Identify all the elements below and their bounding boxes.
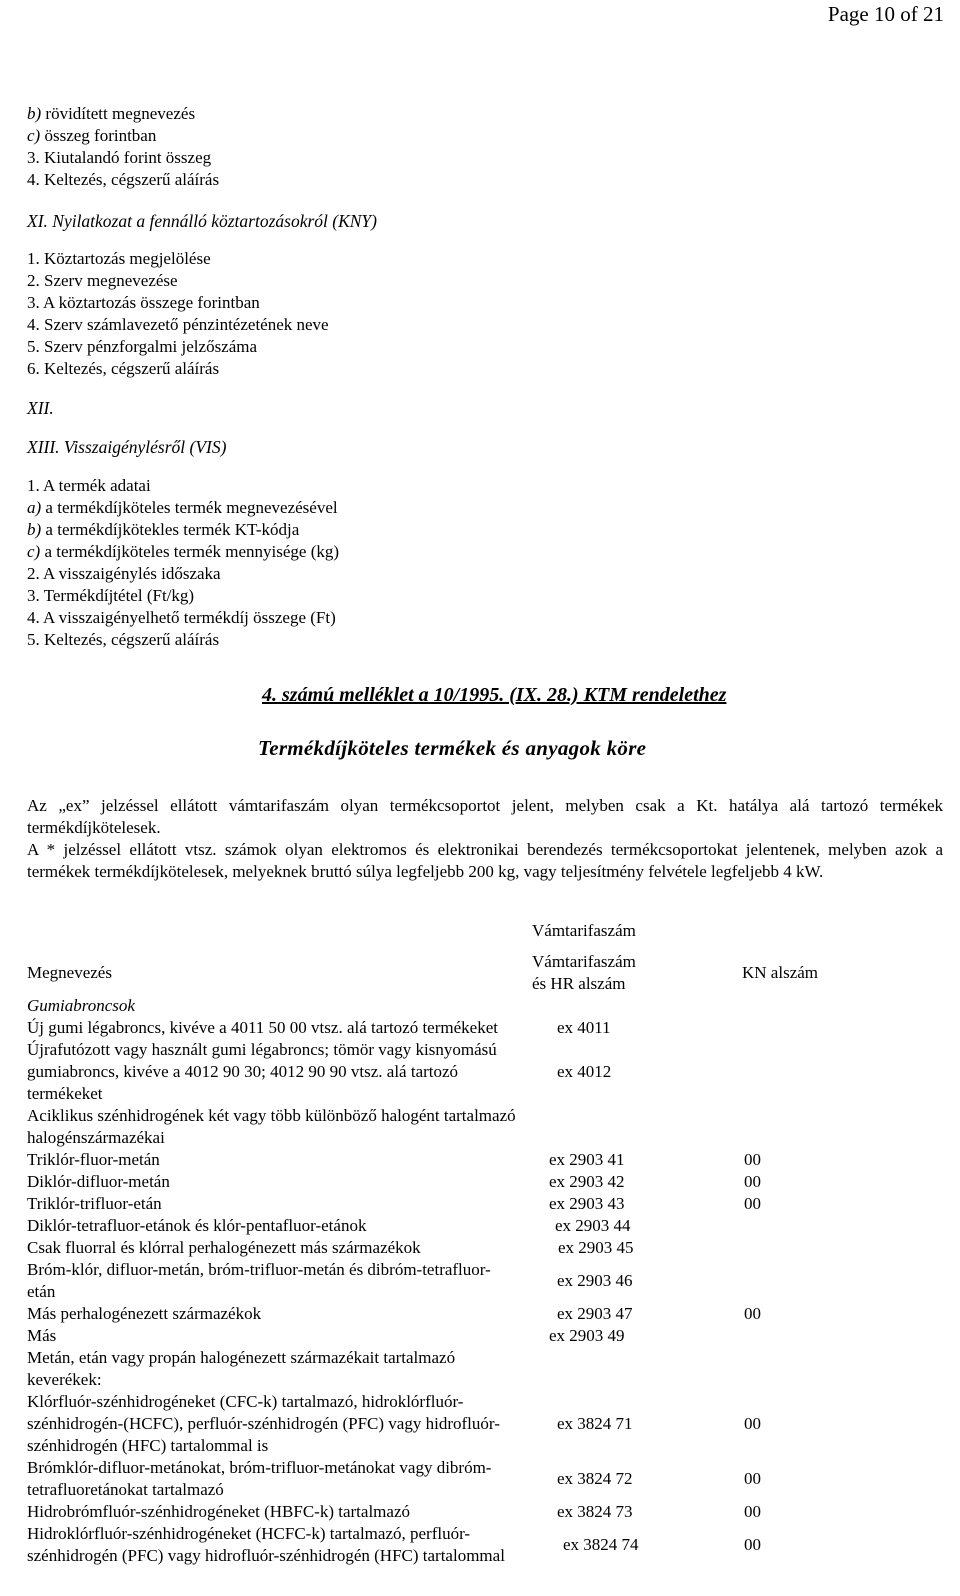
list-text: 5. Keltezés, cégszerű aláírás bbox=[27, 630, 220, 649]
list-item bbox=[27, 147, 211, 169]
table-row-name: Diklór-tetrafluor-etánok és klór-pentafluor-etánok bbox=[27, 1216, 367, 1235]
list-text: 2. A visszaigénylés időszaka bbox=[27, 564, 221, 583]
table-row-vtsz: ex 2903 41 bbox=[549, 1150, 625, 1169]
list-item bbox=[27, 629, 219, 651]
table-row-name: gumiabroncs, kivéve a 4012 90 30; 4012 90 90 vtsz. alá tartozó bbox=[27, 1062, 459, 1081]
table-row-kn: 00 bbox=[744, 1304, 761, 1323]
table-row-name: Klórfluór-szénhidrogéneket (CFC-k) tartalmazó, hidroklórfluór- bbox=[27, 1392, 464, 1411]
table-row-name: Csak fluorral és klórral perhalogénezett más származékok bbox=[27, 1238, 421, 1257]
table-row-name: Újrafutózott vagy használt gumi légabroncs; tömör vagy kisnyomású bbox=[27, 1040, 497, 1059]
table-row-vtsz: ex 3824 74 bbox=[563, 1535, 639, 1554]
table-row-kn: 00 bbox=[744, 1469, 761, 1488]
table-row-name: Metán, etán vagy propán halogénezett származékait tartalmazó bbox=[27, 1348, 456, 1367]
table-row-name: szénhidrogén (HFC) tartalommal is bbox=[27, 1436, 269, 1455]
list-text: a termékdíjköteles termék megnevezésével bbox=[41, 498, 338, 517]
table-row-name: termékeket bbox=[27, 1084, 103, 1103]
list-item bbox=[27, 519, 299, 541]
table-row-vtsz: ex 2903 44 bbox=[555, 1216, 631, 1235]
list-text: a termékdíjköteles termék mennyisége (kg) bbox=[40, 542, 340, 561]
list-text: 4. Keltezés, cégszerű aláírás bbox=[27, 170, 220, 189]
table-row-kn: 00 bbox=[744, 1150, 761, 1169]
list-text: rövidített megnevezés bbox=[41, 104, 196, 123]
list-text: 1. A termék adatai bbox=[27, 476, 151, 495]
list-text: 4. A visszaigényelhető termékdíj összege (Ft) bbox=[27, 608, 336, 627]
table-header-vtsz: Vámtarifaszám bbox=[532, 952, 636, 971]
table-row-vtsz: ex 4011 bbox=[557, 1018, 611, 1037]
table-row-vtsz: ex 2903 46 bbox=[557, 1271, 633, 1290]
annex-title: 4. számú melléklet a 10/1995. (IX. 28.) KTM rendelethez bbox=[262, 684, 727, 706]
table-row-name: Új gumi légabroncs, kivéve a 4011 50 00 vtsz. alá tartozó termékeket bbox=[27, 1018, 498, 1037]
intro-paragraph bbox=[27, 795, 943, 839]
section-heading: XI. Nyilatkozat a fennálló köztartozásokról (KNY) bbox=[27, 211, 377, 231]
list-item: 3. A köztartozás összege forintban bbox=[27, 293, 260, 312]
paragraph-text: Az „ex” jelzéssel ellátott vámtarifaszám olyan termékcsoportot jelent, melyben csak a Kt. hatálya alá tartozó termékek termékdíjkötelesek. bbox=[27, 796, 943, 837]
list-text: 3. Termékdíjtétel (Ft/kg) bbox=[27, 586, 195, 605]
table-row-kn: 00 bbox=[744, 1172, 761, 1191]
table-row-vtsz: ex 2903 49 bbox=[549, 1326, 625, 1345]
list-item: 2. Szerv megnevezése bbox=[27, 271, 178, 290]
list-item bbox=[27, 475, 151, 497]
table-row-name: szénhidrogén (PFC) vagy hidrofluór-szénhidrogén (HFC) tartalommal bbox=[27, 1546, 505, 1565]
table-row-name: etán bbox=[27, 1282, 56, 1301]
table-row-vtsz: ex 2903 43 bbox=[549, 1194, 625, 1213]
table-row-vtsz: ex 4012 bbox=[557, 1062, 612, 1081]
table-row-name: Más perhalogénezett származékok bbox=[27, 1304, 262, 1323]
table-row-kn: 00 bbox=[744, 1414, 761, 1433]
table-row-name: Más bbox=[27, 1326, 57, 1345]
table-row-vtsz: ex 3824 73 bbox=[557, 1502, 633, 1521]
table-row-kn: 00 bbox=[744, 1502, 761, 1521]
table-row-vtsz: ex 2903 45 bbox=[558, 1238, 634, 1257]
list-item bbox=[27, 103, 195, 125]
list-prefix: a) bbox=[27, 498, 42, 517]
section-heading: XII. bbox=[27, 398, 54, 418]
table-row-name: Diklór-difluor-metán bbox=[27, 1172, 170, 1191]
list-item: 1. Köztartozás megjelölése bbox=[27, 249, 211, 268]
list-item bbox=[27, 585, 194, 607]
table-row-name: Triklór-fluor-metán bbox=[27, 1150, 160, 1169]
table-row-kn: 00 bbox=[744, 1535, 761, 1554]
intro-paragraph bbox=[27, 839, 943, 883]
list-prefix: b) bbox=[27, 520, 42, 539]
table-row-name: szénhidrogén-(HCFC), perfluór-szénhidrogén (PFC) vagy hidrofluór- bbox=[27, 1414, 500, 1433]
table-row-name: halogénszármazékai bbox=[27, 1128, 165, 1147]
page-number: Page 10 of 21 bbox=[827, 2, 944, 26]
list-item: 6. Keltezés, cégszerű aláírás bbox=[27, 359, 220, 378]
table-row-name: Triklór-trifluor-etán bbox=[27, 1194, 162, 1213]
list-item bbox=[27, 169, 219, 191]
table-row-name: Aciklikus szénhidrogének két vagy több különböző halogént tartalmazó bbox=[27, 1106, 516, 1125]
table-row-name: Hidrobrómfluór-szénhidrogéneket (HBFC-k) tartalmazó bbox=[27, 1502, 410, 1521]
table-header-name: Megnevezés bbox=[27, 963, 112, 982]
table-row-vtsz: ex 2903 47 bbox=[557, 1304, 633, 1323]
list-text: összeg forintban bbox=[40, 126, 157, 145]
table-header-vtsz-sub: és HR alszám bbox=[532, 974, 626, 993]
list-prefix: b) bbox=[27, 104, 42, 123]
list-item: 5. Szerv pénzforgalmi jelzőszáma bbox=[27, 337, 258, 356]
table-row-name: Brómklór-difluor-metánokat, bróm-trifluor-metánokat vagy dibróm- bbox=[27, 1458, 492, 1477]
table-header-kn: KN alszám bbox=[742, 963, 819, 982]
table-row-vtsz: ex 3824 71 bbox=[557, 1414, 633, 1433]
table-row-name: tetrafluoretánokat tartalmazó bbox=[27, 1480, 224, 1499]
list-item bbox=[27, 541, 339, 563]
list-text: a termékdíjkötekles termék KT-kódja bbox=[41, 520, 300, 539]
list-item bbox=[27, 125, 156, 147]
table-row-name: Hidroklórfluór-szénhidrogéneket (HCFC-k) tartalmazó, perfluór- bbox=[27, 1524, 471, 1543]
list-item bbox=[27, 563, 221, 585]
paragraph-text: A * jelzéssel ellátott vtsz. számok olyan elektromos és elektronikai berendezés termékcsoportokat jelentenek, melyben azok a termékek termékdíjkötelesek, melyeknek bruttó súlya legfeljebb 200 kg, vagy teljesítmény felvétele legfeljebb 4 kW. bbox=[27, 840, 943, 881]
table-row-vtsz: ex 2903 42 bbox=[549, 1172, 625, 1191]
table-row-name: keverékek: bbox=[27, 1370, 102, 1389]
table-header-top: Vámtarifaszám bbox=[532, 921, 636, 940]
table-row-vtsz: ex 3824 72 bbox=[557, 1469, 633, 1488]
list-item bbox=[27, 607, 336, 629]
list-prefix: c) bbox=[27, 126, 41, 145]
annex-subtitle: Termékdíjköteles termékek és anyagok köre bbox=[258, 736, 647, 760]
table-row-kn: 00 bbox=[744, 1194, 761, 1213]
list-text: 3. Kiutalandó forint összeg bbox=[27, 148, 212, 167]
list-prefix: c) bbox=[27, 542, 41, 561]
table-row-name: Bróm-klór, difluor-metán, bróm-trifluor-metán és dibróm-tetrafluor- bbox=[27, 1260, 491, 1279]
section-heading: XIII. Visszaigénylésről (VIS) bbox=[27, 437, 227, 457]
table-group-heading: Gumiabroncsok bbox=[27, 996, 135, 1015]
list-item bbox=[27, 497, 338, 519]
list-item: 4. Szerv számlavezető pénzintézetének neve bbox=[27, 315, 329, 334]
